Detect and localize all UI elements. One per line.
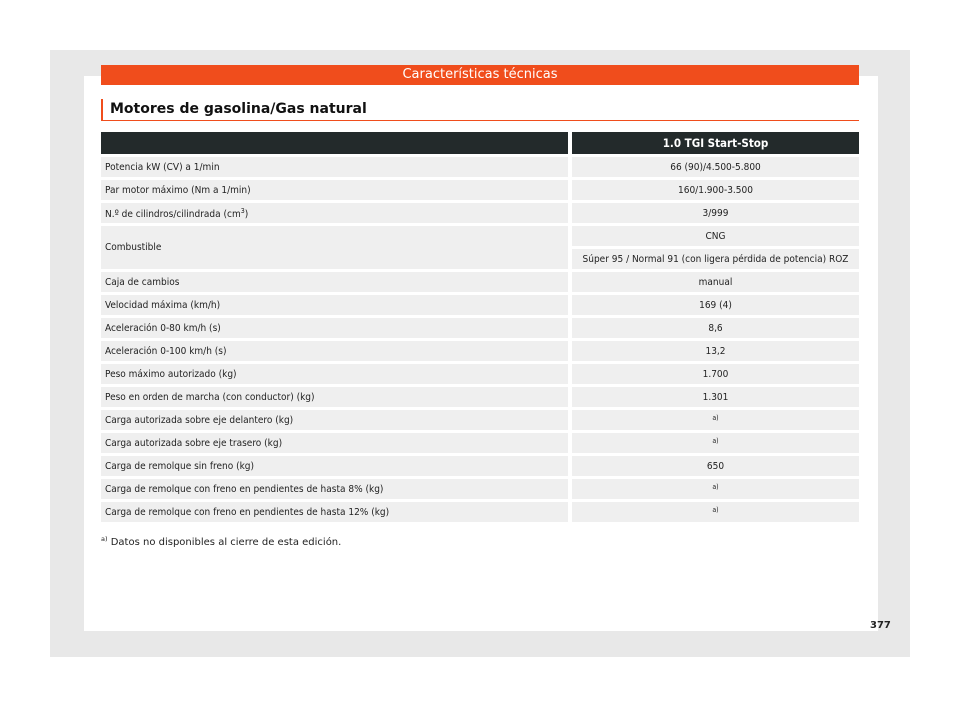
row-label: Carga de remolque con freno en pendientes de hasta 8% (kg) bbox=[101, 479, 572, 499]
row-label: Potencia kW (CV) a 1/min bbox=[101, 157, 572, 177]
row-value bbox=[572, 433, 859, 453]
table-header-empty bbox=[101, 132, 572, 154]
table-row bbox=[101, 180, 859, 200]
row-value: 1.700 bbox=[572, 364, 859, 384]
row-value: 169 (4) bbox=[572, 295, 859, 315]
engine-column-header: 1.0 TGI Start-Stop bbox=[572, 132, 859, 154]
row-label: Carga autorizada sobre eje trasero (kg) bbox=[101, 433, 572, 453]
row-value: 160/1.900-3.500 bbox=[572, 180, 859, 200]
row-value bbox=[572, 479, 859, 499]
section-title: Motores de gasolina/Gas natural bbox=[110, 101, 367, 117]
row-value: 3/999 bbox=[572, 203, 859, 223]
table-row bbox=[101, 433, 859, 453]
row-value bbox=[572, 410, 859, 430]
row-value: 1.301 bbox=[572, 387, 859, 407]
table-row bbox=[101, 226, 859, 246]
table-row bbox=[101, 203, 859, 223]
row-label: Carga autorizada sobre eje delantero (kg) bbox=[101, 410, 572, 430]
footnote bbox=[101, 535, 341, 548]
row-label: Aceleración 0-100 km/h (s) bbox=[101, 341, 572, 361]
table-row bbox=[101, 502, 859, 522]
row-value: manual bbox=[572, 272, 859, 292]
table-row bbox=[101, 456, 859, 476]
row-value bbox=[572, 502, 859, 522]
row-value: 8,6 bbox=[572, 318, 859, 338]
row-label: Caja de cambios bbox=[101, 272, 572, 292]
row-label: Peso en orden de marcha (con conductor) (kg) bbox=[101, 387, 572, 407]
row-label: Combustible bbox=[101, 226, 572, 269]
table-row bbox=[101, 479, 859, 499]
specs-table bbox=[101, 129, 859, 525]
table-row bbox=[101, 272, 859, 292]
row-label: Velocidad máxima (km/h) bbox=[101, 295, 572, 315]
row-label-text: N.º de cilindros/cilindrada (cm bbox=[105, 208, 241, 220]
table-row bbox=[101, 387, 859, 407]
table-row bbox=[101, 410, 859, 430]
footnote-text: Datos no disponibles al cierre de esta edición. bbox=[110, 537, 342, 548]
footnote-marker: a) bbox=[712, 413, 719, 422]
row-label: Carga de remolque sin freno (kg) bbox=[101, 456, 572, 476]
table-row bbox=[101, 318, 859, 338]
table-row bbox=[101, 157, 859, 177]
row-label-end: ) bbox=[244, 208, 249, 220]
footnote-marker: a) bbox=[712, 505, 719, 514]
table-header-row bbox=[101, 132, 859, 154]
row-label: Peso máximo autorizado (kg) bbox=[101, 364, 572, 384]
footnote-marker: a) bbox=[101, 535, 108, 543]
table-row bbox=[101, 295, 859, 315]
row-value: 650 bbox=[572, 456, 859, 476]
row-value: 66 (90)/4.500-5.800 bbox=[572, 157, 859, 177]
row-value: CNG bbox=[572, 226, 859, 246]
row-label-superscript: 3 bbox=[240, 206, 245, 215]
footnote-marker: a) bbox=[712, 436, 719, 445]
page-number: 377 bbox=[870, 620, 891, 631]
footnote-marker: a) bbox=[712, 482, 719, 491]
row-value: 13,2 bbox=[572, 341, 859, 361]
row-label: Carga de remolque con freno en pendientes de hasta 12% (kg) bbox=[101, 502, 572, 522]
row-label: Par motor máximo (Nm a 1/min) bbox=[101, 180, 572, 200]
table-row bbox=[101, 341, 859, 361]
table-row bbox=[101, 364, 859, 384]
section-heading bbox=[101, 99, 859, 121]
row-label: Aceleración 0-80 km/h (s) bbox=[101, 318, 572, 338]
chapter-header: Características técnicas bbox=[101, 65, 859, 85]
row-value-secondary: Súper 95 / Normal 91 (con ligera pérdida de potencia) ROZ bbox=[572, 249, 859, 269]
row-label bbox=[101, 203, 572, 223]
